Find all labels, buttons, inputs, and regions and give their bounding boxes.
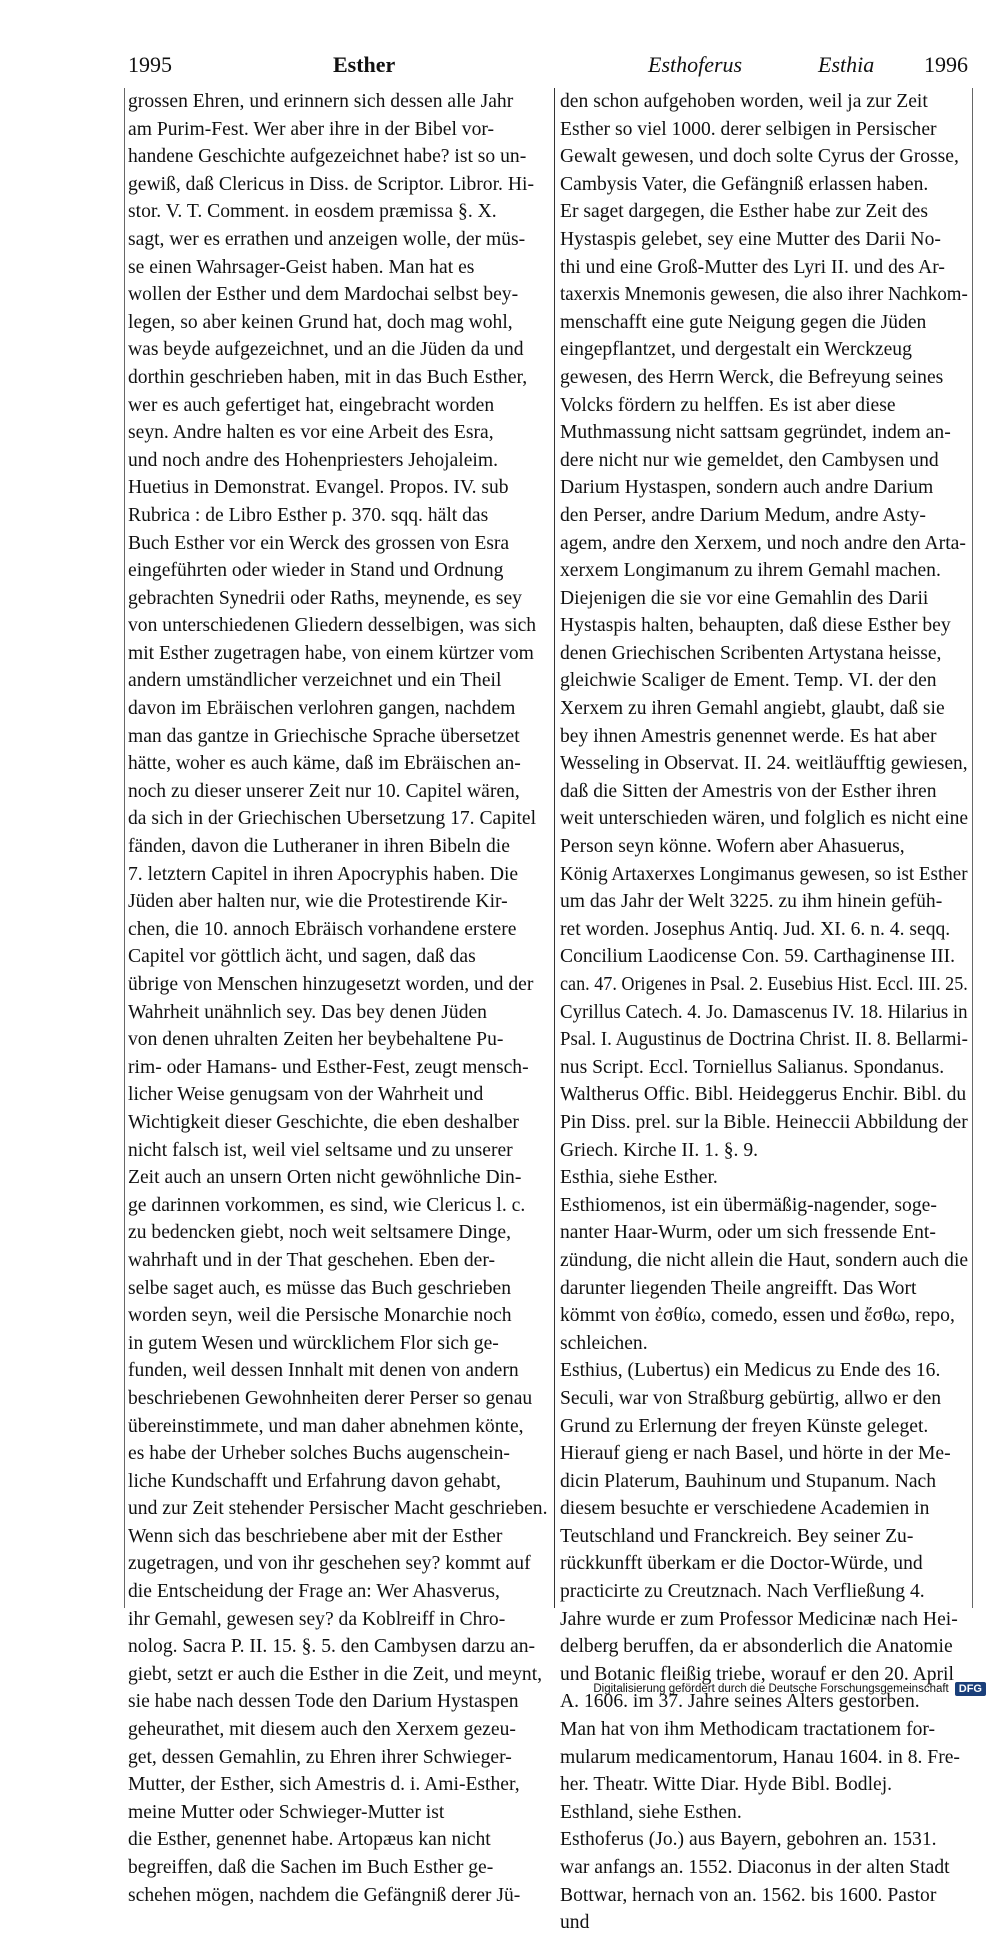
text-line: da sich in der Griechischen Ubersetzung 17. Capitel [128, 808, 537, 830]
text-line: wahrhaft und in der That geschehen. Eben der- [128, 1249, 496, 1271]
text-line: can. 47. Origenes in Psal. 2. Eusebius Hist. Eccl. III. 25. [560, 974, 968, 995]
text-line: und Botanic fleißig triebe, worauf er den 20. April [560, 1663, 954, 1685]
text-line: get, dessen Gemahlin, zu Ehren ihrer Schwieger- [128, 1746, 512, 1768]
text-line: Person seyn könne. Wofern aber Ahasuerus, [560, 836, 905, 858]
text-line: Hystaspis gelebet, sey eine Mutter des Darii No- [560, 228, 941, 250]
text-line: mit Esther zugetragen habe, von einem kürtzer vom [128, 642, 534, 664]
text-line: Darium Hystaspen, sondern auch andre Darium [560, 477, 934, 499]
text-line: Xerxem zu ihren Gemahl angiebt, glaubt, daß sie [560, 698, 945, 720]
text-line: schleichen. [560, 1332, 648, 1354]
text-line: wollen der Esther und dem Mardochai selbst bey- [128, 284, 519, 306]
text-line: beschriebenen Gewohnheiten derer Perser so genau [128, 1387, 533, 1409]
left-page-number: 1995 [128, 52, 172, 77]
text-line: ihr Gemahl, gewesen sey? da Koblreiff in Chro- [128, 1608, 506, 1630]
text-line: Bottwar, hernach von an. 1562. bis 1600. Pastor [560, 1884, 937, 1906]
text-line: am Purim-Fest. Wer aber ihre in der Bibel vor- [128, 118, 495, 140]
text-line: Seculi, war von Straßburg gebürtig, allwo er den [560, 1387, 942, 1409]
text-line: denen Griechischen Scribenten Artystana heisse, [560, 642, 942, 664]
text-line: Wenn sich das beschriebene aber mit der Esther [128, 1525, 503, 1547]
text-line: nicht falsch ist, weil viel seltsame und zu unserer [128, 1139, 513, 1161]
text-line: was beyde aufgezeichnet, und an die Jüden da und [128, 339, 524, 361]
text-line: gewesen, des Herrn Werck, die Befreyung seines [560, 366, 944, 388]
text-line: thi und eine Groß-Mutter des Lyri II. und des Ar- [560, 256, 945, 278]
text-line: liche Kundschafft und Erfahrung davon gehabt, [128, 1470, 501, 1492]
text-line: her. Theatr. Witte Diar. Hyde Bibl. Bodlej. [560, 1774, 893, 1796]
left-border-rule [124, 88, 125, 1608]
text-line: davon im Ebräischen verlohren gangen, nachdem [128, 698, 516, 720]
right-page-number: 1996 [924, 52, 968, 77]
right-border-rule [972, 88, 973, 1608]
text-line: weit unterschieden wären, und folglich es nicht eine [560, 808, 968, 830]
text-line: Hystaspis halten, behaupten, daß diese Esther bey [560, 615, 951, 637]
text-line: kömmt von ἐσθίω, comedo, essen und ἔσθω, repo, [560, 1305, 955, 1327]
text-line: in gutem Wesen und würcklichem Flor sich ge- [128, 1332, 499, 1354]
text-line: nus Script. Eccl. Torniellus Salianus. Spondanus. [560, 1056, 945, 1078]
text-line: Cyrillus Catech. 4. Jo. Damascenus IV. 18. Hilarius in [560, 1001, 968, 1023]
text-line: und [560, 1912, 590, 1934]
text-line: legen, so aber keinen Grund hat, doch mag wohl, [128, 311, 513, 333]
text-line: seyn. Andre halten es vor eine Arbeit des Esra, [128, 422, 494, 444]
text-line: sagt, wer es errathen und anzeigen wolle, der müs- [128, 228, 526, 250]
text-line: Volcks fördern zu helffen. Es ist aber diese [560, 394, 896, 416]
text-line: diesem besuchte er verschiedene Academien in [560, 1498, 930, 1520]
text-line: menschafft eine gute Neigung gegen die Jüden [560, 311, 927, 333]
text-line: den Perser, andre Darium Medum, andre Asty- [560, 504, 926, 526]
text-line: hätte, woher es auch käme, daß im Ebräischen an- [128, 753, 521, 775]
text-line: mularum medicamentorum, Hanau 1604. in 8. Fre- [560, 1746, 960, 1768]
right-running-head-first: Esthoferus [648, 52, 743, 77]
text-line: die Esther, genennet habe. Artopæus kan nicht [128, 1829, 491, 1851]
page-footer [593, 1682, 986, 1696]
text-line: nolog. Sacra P. II. 15. §. 5. den Cambysen darzu an- [128, 1636, 536, 1658]
text-line: begreiffen, daß die Sachen im Buch Esther ge- [128, 1857, 494, 1878]
text-line: ge darinnen vorkommen, es sind, wie Clericus l. c. [128, 1194, 526, 1216]
text-line: die Entscheidung der Frage an: Wer Ahasverus, [128, 1581, 500, 1603]
column-divider [554, 88, 555, 1608]
text-line: schehen mögen, nachdem die Gefängniß derer Jü- [128, 1884, 521, 1906]
text-line: xerxem Longimanum zu ihrem Gemahl machen. [560, 560, 941, 582]
text-line: noch zu dieser unserer Zeit nur 10. Capitel wären, [128, 780, 520, 802]
text-line: Esthia, siehe Esther. [560, 1167, 718, 1189]
text-line: Zeit auch an unsern Orten nicht gewöhnliche Din- [128, 1167, 522, 1189]
text-line: gleichwie Scaliger de Ement. Temp. VI. der den [560, 670, 937, 692]
text-line: Esther so viel 1000. derer selbigen in Persischer [560, 118, 937, 140]
text-line: Jüden aber halten nur, wie die Protestirende Kir- [128, 891, 508, 913]
text-line: übereinstimmete, und man daher abnehmen könte, [128, 1415, 524, 1437]
text-line: Hierauf gieng er nach Basel, und hörte in der Me- [560, 1443, 951, 1465]
text-line: meine Mutter oder Schwieger-Mutter ist [128, 1801, 445, 1823]
text-line: agem, andre den Xerxem, und noch andre den Arta- [560, 532, 966, 554]
text-line: Er saget dargegen, die Esther habe zur Zeit des [560, 201, 928, 223]
left-running-head: Esther [333, 52, 396, 77]
text-line: darunter liegenden Theile angreifft. Das Wort [560, 1277, 917, 1299]
text-line: Pin Diss. prel. sur la Bible. Heineccii Abbildung der [560, 1111, 968, 1133]
text-line: Wesseling in Observat. II. 24. weitläufftig gewiesen, [560, 753, 968, 775]
text-line: gewiß, daß Clericus in Diss. de Scriptor. Libror. Hi- [128, 173, 534, 195]
text-line: chen, die 10. annoch Ebräisch vorhandene erstere [128, 918, 517, 940]
text-line: dicin Platerum, Bauhinum und Stupanum. Nach [560, 1470, 937, 1492]
text-line: geheurathet, mit diesem auch den Xerxem gezeu- [128, 1719, 516, 1741]
text-line: Esthoferus (Jo.) aus Bayern, gebohren an. 1531. [560, 1829, 937, 1851]
text-line: Man hat von ihm Methodicam tractationem for- [560, 1719, 936, 1741]
text-line: dere nicht nur wie gemeldet, den Cambysen und [560, 449, 939, 471]
text-line: licher Weise genugsam von der Wahrheit und [128, 1084, 484, 1106]
text-line: ret worden. Josephus Antiq. Jud. XI. 6. n. 4. seqq. [560, 918, 951, 940]
text-line: man das gantze in Griechische Sprache übersetzet [128, 725, 520, 747]
text-line: Concilium Laodicense Con. 59. Carthaginense III. [560, 946, 956, 968]
text-line: 7. letztern Capitel in ihren Apocryphis haben. Die [128, 863, 519, 885]
text-line: übrige von Menschen hinzugesetzt worden, und der [128, 974, 534, 995]
text-line: se einen Wahrsager-Geist haben. Man hat es [128, 256, 475, 278]
text-line: Teutschland und Franckreich. Bey seiner Zu- [560, 1525, 914, 1547]
text-line: andern umständlicher verzeichnet und ein Theil [128, 670, 502, 692]
text-line: bey ihnen Amestris genennet werde. Es hat aber [560, 725, 937, 747]
right-column [560, 88, 968, 1937]
text-line: rim- oder Hamans- und Esther-Fest, zeugt mensch- [128, 1056, 529, 1078]
text-line: Mutter, der Esther, sich Amestris d. i. Ami-Esther, [128, 1774, 520, 1796]
text-line: Esthiomenos, ist ein übermäßig-nagender, soge- [560, 1194, 937, 1216]
text-line: A. 1606. im 37. Jahre seines Alters gestorben. [560, 1691, 920, 1713]
text-line: eingeführten oder wieder in Stand und Ordnung [128, 560, 504, 582]
text-line: Jahre wurde er zum Professor Medicinæ nach Hei- [560, 1608, 958, 1630]
text-line: dorthin geschrieben haben, mit in das Buch Esther, [128, 366, 528, 388]
text-line: Esthius, (Lubertus) ein Medicus zu Ende des 16. [560, 1360, 941, 1382]
text-line: taxerxis Mnemonis gewesen, die also ihrer Nachkom- [560, 284, 968, 306]
text-line: von unterschiedenen Gliedern desselbigen, was sich [128, 615, 537, 637]
text-line: handene Geschichte aufgezeichnet habe? ist so un- [128, 146, 527, 168]
text-line: Gewalt gewesen, und doch solte Cyrus der Grosse, [560, 146, 959, 168]
text-line: Rubrica : de Libro Esther p. 370. sqq. hält das [128, 504, 489, 526]
text-line: Wahrheit unähnlich sey. Das bey denen Jüden [128, 1001, 487, 1023]
text-line: und noch andre des Hohenpriesters Jehojaleim. [128, 449, 498, 471]
left-column [128, 88, 548, 1909]
text-line: stor. V. T. Comment. in eosdem præmissa §. X. [128, 201, 497, 223]
text-line: Esthland, siehe Esthen. [560, 1801, 742, 1823]
text-line: daß die Sitten der Amestris von der Esther ihren [560, 780, 937, 802]
text-line: practicirte zu Creutznach. Nach Verfließung 4. [560, 1581, 925, 1603]
text-line: von denen uhralten Zeiten her beybehaltene Pu- [128, 1029, 504, 1051]
text-line: delberg beruffen, da er absonderlich die Anatomie [560, 1636, 953, 1658]
text-line: König Artaxerxes Longimanus gewesen, so ist Esther [560, 863, 968, 885]
text-line: den schon aufgehoben worden, weil ja zur Zeit [560, 91, 928, 112]
text-line: Diejenigen die sie vor eine Gemahlin des Darii [560, 587, 929, 609]
text-line: worden seyn, weil die Persische Monarchie noch [128, 1305, 512, 1327]
text-line: Waltherus Offic. Bibl. Heideggerus Enchir. Bibl. du [560, 1084, 967, 1106]
text-line: Grund zu Erlernung der freyen Künste geleget. [560, 1415, 929, 1437]
text-line: und zur Zeit stehender Persischer Macht geschrieben. [128, 1498, 548, 1520]
text-line: um das Jahr der Welt 3225. zu ihm hinein gefüh- [560, 891, 943, 913]
text-line: wer es auch gefertiget hat, eingebracht worden [128, 394, 495, 416]
text-line: grossen Ehren, und erinnern sich dessen alle Jahr [128, 91, 514, 112]
right-running-head-last: Esthia [818, 52, 875, 77]
text-line: Capitel vor göttlich ächt, und sagen, daß das [128, 946, 476, 968]
text-line: Buch Esther vor ein Werck des grossen von Esra [128, 532, 510, 554]
text-line: rückkunfft überkam er die Doctor-Würde, und [560, 1553, 923, 1575]
text-line: zu bedencken giebt, noch weit seltsamere Dinge, [128, 1222, 512, 1244]
text-line: Psal. I. Augustinus de Doctrina Christ. II. 8. Bellarmi- [560, 1029, 968, 1051]
text-line: Griech. Kirche II. 1. §. 9. [560, 1139, 759, 1161]
text-line: giebt, setzt er auch die Esther in die Zeit, und meynt, [128, 1663, 543, 1685]
text-line: gebrachten Synedrii oder Raths, meynende, es sey [128, 587, 522, 609]
footer-credit: Digitalisierung gefördert durch die Deutsche Forschungsgemeinschaft [593, 1683, 949, 1695]
text-line: Cambysis Vater, die Gefängniß erlassen haben. [560, 173, 929, 195]
text-line: eingepflantzet, und dergestalt ein Werckzeug [560, 339, 912, 361]
page-header [128, 52, 968, 84]
text-line: fänden, davon die Lutheraner in ihren Bibeln die [128, 836, 510, 858]
text-line: selbe saget auch, es müsse das Buch geschrieben [128, 1277, 512, 1299]
text-line: sie habe nach dessen Tode den Darium Hystaspen [128, 1691, 519, 1713]
text-line: Muthmassung nicht sattsam gegründet, indem an- [560, 422, 951, 444]
text-line: war anfangs an. 1552. Diaconus in der alten Stadt [560, 1857, 950, 1878]
text-line: nanter Haar-Wurm, oder um sich fressende Ent- [560, 1222, 936, 1244]
text-line: zündung, die nicht allein die Haut, sondern auch die [560, 1249, 968, 1271]
dfg-logo: DFG [955, 1682, 986, 1696]
text-line: zugetragen, und von ihr geschehen sey? kommt auf [128, 1553, 531, 1575]
text-line: funden, weil dessen Innhalt mit denen von andern [128, 1360, 519, 1382]
text-line: Huetius in Demonstrat. Evangel. Propos. IV. sub [128, 477, 509, 499]
text-line: es habe der Urheber solches Buchs augenschein- [128, 1443, 510, 1465]
text-line: Wichtigkeit dieser Geschichte, die eben deshalber [128, 1111, 519, 1133]
